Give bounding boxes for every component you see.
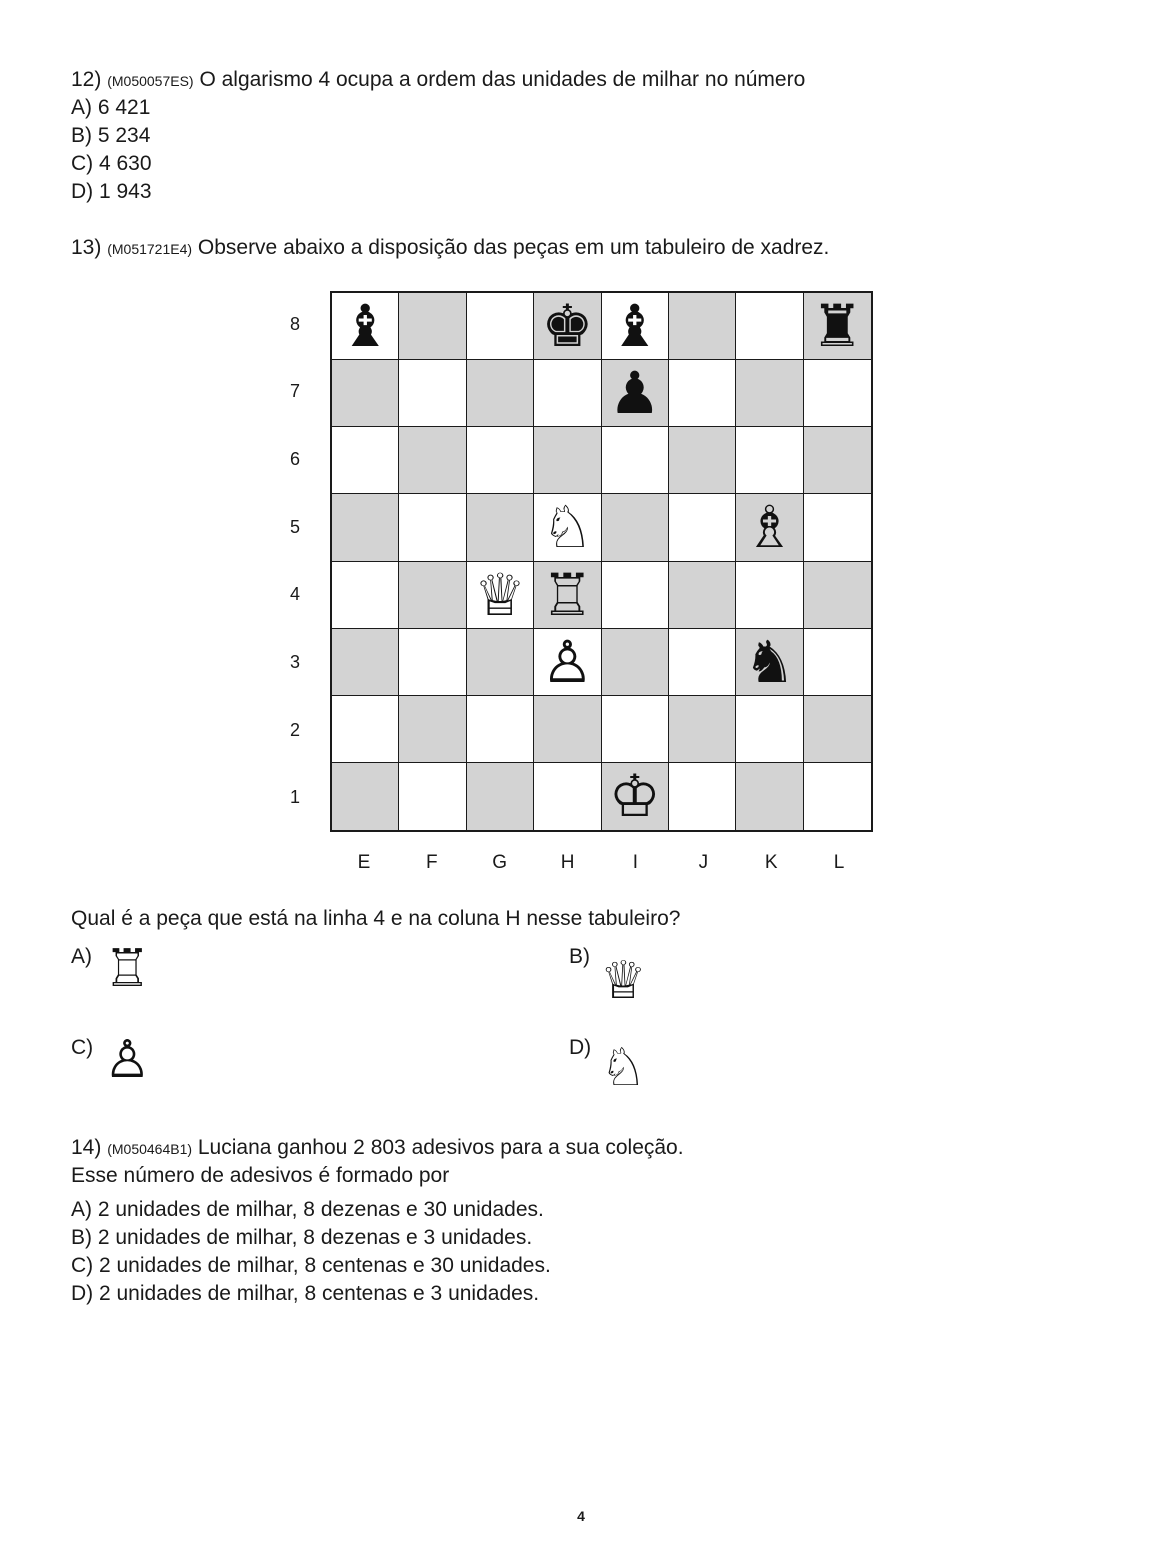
file-label: G [492, 852, 508, 873]
q12-option-d[interactable]: D) 1 943 [71, 180, 152, 203]
square-f8[interactable] [399, 293, 466, 360]
square-h7[interactable] [534, 360, 601, 427]
square-i5[interactable] [602, 494, 669, 561]
white-king-icon[interactable]: ♔ [608, 762, 661, 831]
file-label: J [698, 852, 709, 873]
square-k6[interactable] [736, 427, 803, 494]
rank-label: 4 [289, 584, 300, 605]
q14-option-d[interactable]: D) 2 unidades de milhar, 8 centenas e 3 unidades. [71, 1282, 540, 1305]
square-i6[interactable] [602, 427, 669, 494]
q13-option-b-label[interactable]: B) [569, 945, 590, 968]
white-bishop-icon[interactable]: ♗ [743, 493, 796, 562]
square-g8[interactable] [467, 293, 534, 360]
square-j6[interactable] [669, 427, 736, 494]
black-rook-icon[interactable]: ♜ [811, 292, 864, 361]
square-e4[interactable] [332, 562, 399, 629]
q14-option-c[interactable]: C) 2 unidades de milhar, 8 centenas e 30 unidades. [71, 1254, 551, 1277]
q13-option-a-label[interactable]: A) [71, 945, 92, 968]
white-pawn-icon[interactable]: ♙ [541, 627, 594, 696]
file-label: K [764, 852, 778, 873]
square-e2[interactable] [332, 696, 399, 763]
q13-number: 13) [71, 236, 102, 259]
white-queen-icon[interactable]: ♕ [473, 560, 526, 629]
square-l7[interactable] [804, 360, 871, 427]
square-l3[interactable] [804, 629, 871, 696]
q13-code: (M051721E4) [107, 241, 193, 257]
square-h1[interactable] [534, 763, 601, 830]
white-pawn-icon[interactable]: ♙ [104, 1030, 151, 1090]
white-rook-icon[interactable]: ♖ [104, 939, 151, 999]
square-j7[interactable] [669, 360, 736, 427]
q13-question: Qual é a peça que está na linha 4 e na coluna H nesse tabuleiro? [71, 907, 681, 930]
square-h6[interactable] [534, 427, 601, 494]
square-e6[interactable] [332, 427, 399, 494]
q14-code: (M050464B1) [107, 1141, 193, 1157]
rank-label: 5 [289, 516, 300, 537]
rank-label: 7 [289, 381, 300, 402]
q12-code: (M050057ES) [107, 73, 194, 89]
q14-option-a[interactable]: A) 2 unidades de milhar, 8 dezenas e 30 unidades. [71, 1198, 544, 1221]
white-knight-icon[interactable]: ♘ [600, 1038, 647, 1098]
q14-heading [71, 1134, 684, 1163]
q14-text: Luciana ganhou 2 803 adesivos para a sua coleção. [197, 1136, 684, 1159]
q13-heading [71, 234, 829, 263]
square-g2[interactable] [467, 696, 534, 763]
square-l6[interactable] [804, 427, 871, 494]
square-j2[interactable] [669, 696, 736, 763]
square-i7[interactable] [602, 360, 669, 427]
square-e7[interactable] [332, 360, 399, 427]
q12-option-b[interactable]: B) 5 234 [71, 124, 151, 147]
square-k4[interactable] [736, 562, 803, 629]
black-bishop-icon[interactable]: ♝ [339, 292, 392, 361]
rank-label: 2 [289, 719, 300, 740]
square-k3[interactable] [736, 629, 803, 696]
square-e1[interactable] [332, 763, 399, 830]
square-i1[interactable] [602, 763, 669, 830]
white-rook-icon[interactable]: ♖ [541, 560, 594, 629]
square-f5[interactable] [399, 494, 466, 561]
q14-option-b[interactable]: B) 2 unidades de milhar, 8 dezenas e 3 unidades. [71, 1226, 533, 1249]
page-number: 4 [577, 1508, 585, 1524]
q14-number: 14) [71, 1136, 102, 1159]
square-j3[interactable] [669, 629, 736, 696]
square-f4[interactable] [399, 562, 466, 629]
square-g7[interactable] [467, 360, 534, 427]
square-j4[interactable] [669, 562, 736, 629]
black-pawn-icon[interactable]: ♟ [608, 359, 661, 428]
square-g3[interactable] [467, 629, 534, 696]
rank-label: 8 [289, 313, 300, 334]
square-h2[interactable] [534, 696, 601, 763]
q12-heading [71, 66, 805, 95]
square-l8[interactable] [804, 293, 871, 360]
square-j8[interactable] [669, 293, 736, 360]
square-k5[interactable] [736, 494, 803, 561]
rank-label: 6 [289, 449, 300, 470]
square-i4[interactable] [602, 562, 669, 629]
black-bishop-icon[interactable]: ♝ [608, 292, 661, 361]
square-l5[interactable] [804, 494, 871, 561]
q13-option-d-label[interactable]: D) [569, 1036, 592, 1059]
square-i2[interactable] [602, 696, 669, 763]
square-h4[interactable] [534, 562, 601, 629]
q12-number: 12) [71, 68, 102, 91]
square-h3[interactable] [534, 629, 601, 696]
white-knight-icon[interactable]: ♘ [541, 493, 594, 562]
square-k8[interactable] [736, 293, 803, 360]
square-l1[interactable] [804, 763, 871, 830]
square-j1[interactable] [669, 763, 736, 830]
file-label: L [833, 852, 845, 873]
white-queen-icon[interactable]: ♕ [600, 951, 647, 1011]
chess-board [330, 291, 873, 832]
square-f1[interactable] [399, 763, 466, 830]
square-g5[interactable] [467, 494, 534, 561]
square-e3[interactable] [332, 629, 399, 696]
rank-label: 3 [289, 651, 300, 672]
square-f6[interactable] [399, 427, 466, 494]
square-h8[interactable] [534, 293, 601, 360]
square-f7[interactable] [399, 360, 466, 427]
square-f3[interactable] [399, 629, 466, 696]
square-g1[interactable] [467, 763, 534, 830]
black-knight-icon[interactable]: ♞ [743, 627, 796, 696]
q12-option-c[interactable]: C) 4 630 [71, 152, 152, 175]
black-king-icon[interactable]: ♚ [541, 292, 594, 361]
file-label: H [560, 852, 575, 873]
square-e8[interactable] [332, 293, 399, 360]
square-g4[interactable] [467, 562, 534, 629]
q13-text: Observe abaixo a disposição das peças em um tabuleiro de xadrez. [197, 236, 830, 259]
rank-label: 1 [289, 787, 300, 808]
square-g6[interactable] [467, 427, 534, 494]
square-i8[interactable] [602, 293, 669, 360]
square-k1[interactable] [736, 763, 803, 830]
square-k7[interactable] [736, 360, 803, 427]
q14-text2: Esse número de adesivos é formado por [71, 1164, 450, 1187]
file-label: I [632, 852, 639, 873]
square-j5[interactable] [669, 494, 736, 561]
square-l2[interactable] [804, 696, 871, 763]
file-label: F [426, 852, 438, 873]
file-label: E [357, 852, 371, 873]
square-l4[interactable] [804, 562, 871, 629]
square-f2[interactable] [399, 696, 466, 763]
square-e5[interactable] [332, 494, 399, 561]
q12-text: O algarismo 4 ocupa a ordem das unidades de milhar no número [199, 68, 806, 91]
q12-option-a[interactable]: A) 6 421 [71, 96, 151, 119]
square-h5[interactable] [534, 494, 601, 561]
square-i3[interactable] [602, 629, 669, 696]
q13-option-c-label[interactable]: C) [71, 1036, 94, 1059]
square-k2[interactable] [736, 696, 803, 763]
